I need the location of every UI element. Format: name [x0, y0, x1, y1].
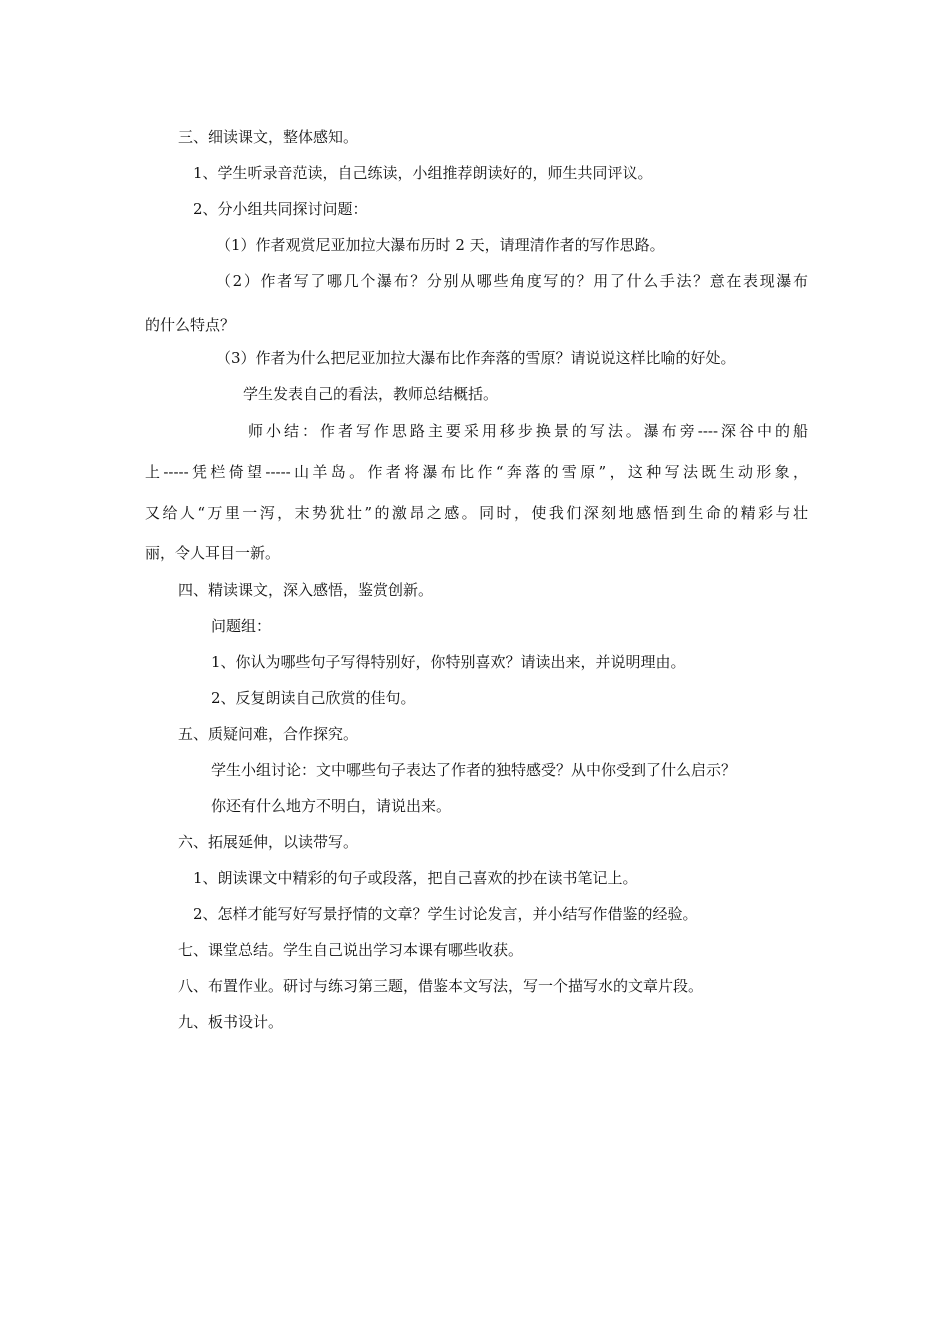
summary-paragraph: 又给人“万里一泻，末势犹壮”的激昂之感。同时，使我们深刻地感悟到生命的精彩与壮	[145, 504, 808, 522]
summary-paragraph: 丽，令人耳目一新。	[145, 544, 281, 562]
question-item: （3）作者为什么把尼亚加拉大瀑布比作奔落的雪原？请说说这样比喻的好处。	[216, 349, 736, 367]
paragraph: 你还有什么地方不明白，请说出来。	[211, 797, 452, 815]
list-item: 2、怎样才能写好写景抒情的文章？学生讨论发言，并小结写作借鉴的经验。	[193, 905, 698, 923]
section-heading-6: 六、拓展延伸，以读带写。	[178, 833, 359, 851]
list-item: 1、你认为哪些句子写得特别好，你特别喜欢？请读出来，并说明理由。	[211, 653, 686, 671]
list-item: 2、反复朗读自己欣赏的佳句。	[211, 689, 416, 707]
paragraph: 问题组：	[211, 617, 272, 635]
list-item: 1、朗读课文中精彩的句子或段落，把自己喜欢的抄在读书笔记上。	[193, 869, 638, 887]
list-item: 2、分小组共同探讨问题：	[193, 200, 368, 218]
question-item-continued: 的什么特点？	[145, 316, 236, 334]
list-item: 1、学生听录音范读，自己练读，小组推荐朗读好的，师生共同评议。	[193, 164, 653, 182]
section-heading-5: 五、质疑问难，合作探究。	[178, 725, 359, 743]
paragraph: 学生发表自己的看法，教师总结概括。	[243, 385, 499, 403]
section-heading-8: 八、布置作业。研讨与练习第三题，借鉴本文写法，写一个描写水的文章片段。	[178, 977, 704, 995]
section-heading-4: 四、精读课文，深入感悟，鉴赏创新。	[178, 581, 434, 599]
question-item: （1）作者观赏尼亚加拉大瀑布历时 2 天，请理清作者的写作思路。	[216, 236, 665, 254]
section-heading-3: 三、细读课文，整体感知。	[178, 128, 359, 146]
section-heading-9: 九、板书设计。	[178, 1013, 284, 1031]
section-heading-7: 七、课堂总结。学生自己说出学习本课有哪些收获。	[178, 941, 524, 959]
paragraph: 学生小组讨论：文中哪些句子表达了作者的独特感受？从中你受到了什么启示？	[211, 761, 737, 779]
summary-paragraph: 师小结：作者写作思路主要采用移步换景的写法。瀑布旁----深谷中的船	[248, 422, 808, 440]
question-item: （2）作者写了哪几个瀑布？分别从哪些角度写的？用了什么手法？意在表现瀑布	[216, 272, 808, 290]
summary-paragraph: 上-----凭栏倚望-----山羊岛。作者将瀑布比作“奔落的雪原”，这种写法既生动形象，	[145, 463, 808, 481]
